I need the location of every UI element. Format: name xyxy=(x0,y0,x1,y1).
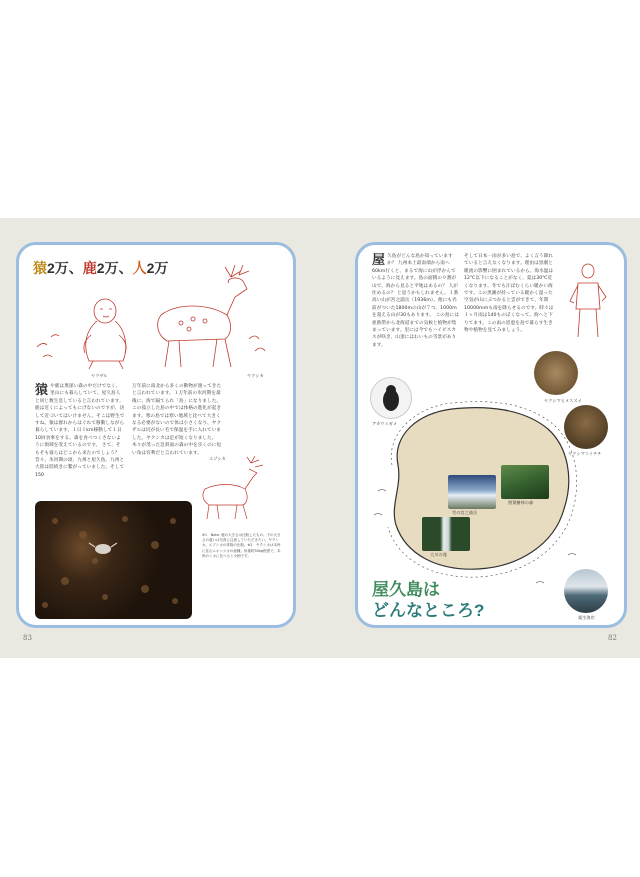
mushroom-photo xyxy=(534,351,578,395)
falls-label: 大川の滝 xyxy=(430,552,447,557)
left-body-col1: 猿や鹿は奥深い森の中だけでなく、里山にも暮らしていて、屋久島人と同じ数生息していると言われています。鹿は近くによってもにげないのですが、決して近づいてはいけません。そこは野生ですね。猿は群れからはぐれて移動しながら暮らしています。１日１km移動して１日10回食事をする。森を食べつくさないように領域を変えているのです。 さて、そもそも彼らはどこから来たのでしょう？ 昔々、氷河期の頃、九州と屋久島、九州と大陸は陸続きに繋がっていました。そして150 xyxy=(35,383,125,478)
right-page-number: 82 xyxy=(608,634,617,642)
falls-photo xyxy=(422,517,470,551)
ezo-label: エゾシカ xyxy=(209,456,226,461)
peak-photo xyxy=(448,475,496,509)
crow-label: アカウミガメ xyxy=(372,421,398,426)
left-page-title: 猿2万、鹿2万、人2万 xyxy=(33,260,169,276)
title-line1: 屋久島は xyxy=(372,580,440,599)
forest-floor-photo xyxy=(35,501,192,619)
coast-photo xyxy=(564,569,608,613)
title-line2: どんなところ? xyxy=(372,601,485,620)
forest-photo xyxy=(501,465,549,499)
peak-label: 雪の宮之浦岳 xyxy=(452,510,478,515)
left-footnotes: ※1 Note. 鹿の大きさは比較したもの。下の大きさの違いは写真に注意していただきたい。ヤクシカ、エゾシカの体格の比較。※2 ヤクシカは本州に住むニホンジカの亜種。体重約30kg程度で、本州のシカに比べると小柄です。 xyxy=(202,533,281,558)
coast-label: 栗生海岸 xyxy=(578,615,595,620)
right-body-col1: 屋久島がどんな島か知っていますか？ 九州本土最南端から南へ60km行くと、まるで海に山が浮かんでいるように見えます。島の面積の９割が山で、海から見ると平地はあるの？ 人が住めるの？ と思うかもしれません。１番高い山が宮之浦岳（1936m）。他にも名前がついた1800mの山が７つ、1000mを超える山が30もあります。 この島には亜熱帯から北海道までの気候と植物が集まっています。里には今でもハイビスカスが咲き、山頂にはわいもの雪景があります。 xyxy=(372,253,460,348)
right-dropcap: 屋 xyxy=(372,253,386,268)
crow-photo xyxy=(370,377,412,419)
right-page xyxy=(355,242,627,628)
left-page xyxy=(16,242,296,628)
right-page-title xyxy=(372,579,484,621)
deer-illustration xyxy=(147,259,287,379)
macaque-illustration xyxy=(33,285,143,373)
person-illustration xyxy=(564,261,612,341)
monkey-label: ヤクシマコイチチ xyxy=(568,451,602,456)
monkey-photo xyxy=(564,405,608,449)
left-body-col2: 万年前に南北から多くの動物が渡ってきたと言われています。１万年前の氷河期を最後に、海で隔てられ「島」になりました。この孤立した島の中では体格の進化が起きます。寒の島では寒い地域と比べて大きくなる必要がないので体は小さくなり、ヤクザルは尻が長い毛で保温を手に入れていました。ヤクシカは足が短くなりました。木々が茂った急斜面の森の中を歩くのに短い角は有利だと言われています。 xyxy=(132,384,222,456)
deer-label: ヤクシカ xyxy=(247,373,264,378)
forest-label: 照葉樹林の森 xyxy=(508,500,534,505)
macaque-label: ヤクザル xyxy=(91,373,108,378)
left-page-number: 83 xyxy=(23,634,32,642)
right-body-col2: そして日本一雨が多い島で、よく言う降れていると言えなくなります。理由は黒潮と暖流の影響に囲まれているから。海水温は12℃以下になることがなく、夏は30℃近くなります。冬でも汗ばむくらい暖かい海です。この黒潮が持っている暖かく湿った空気が山にぶつかると雲ができて、年間10000mmも雨を降らせるのです。時々は１ヶ月雨は140ものぼくなって。海へと下りてます。この雨の恩恵を島で暮らす生き物や植物を見てみましょう。 xyxy=(464,254,554,334)
ezo-deer-illustration xyxy=(195,455,277,521)
mushroom-label: ヤクシマヒメスズメ xyxy=(544,398,582,403)
left-dropcap: 猿 xyxy=(35,383,49,398)
